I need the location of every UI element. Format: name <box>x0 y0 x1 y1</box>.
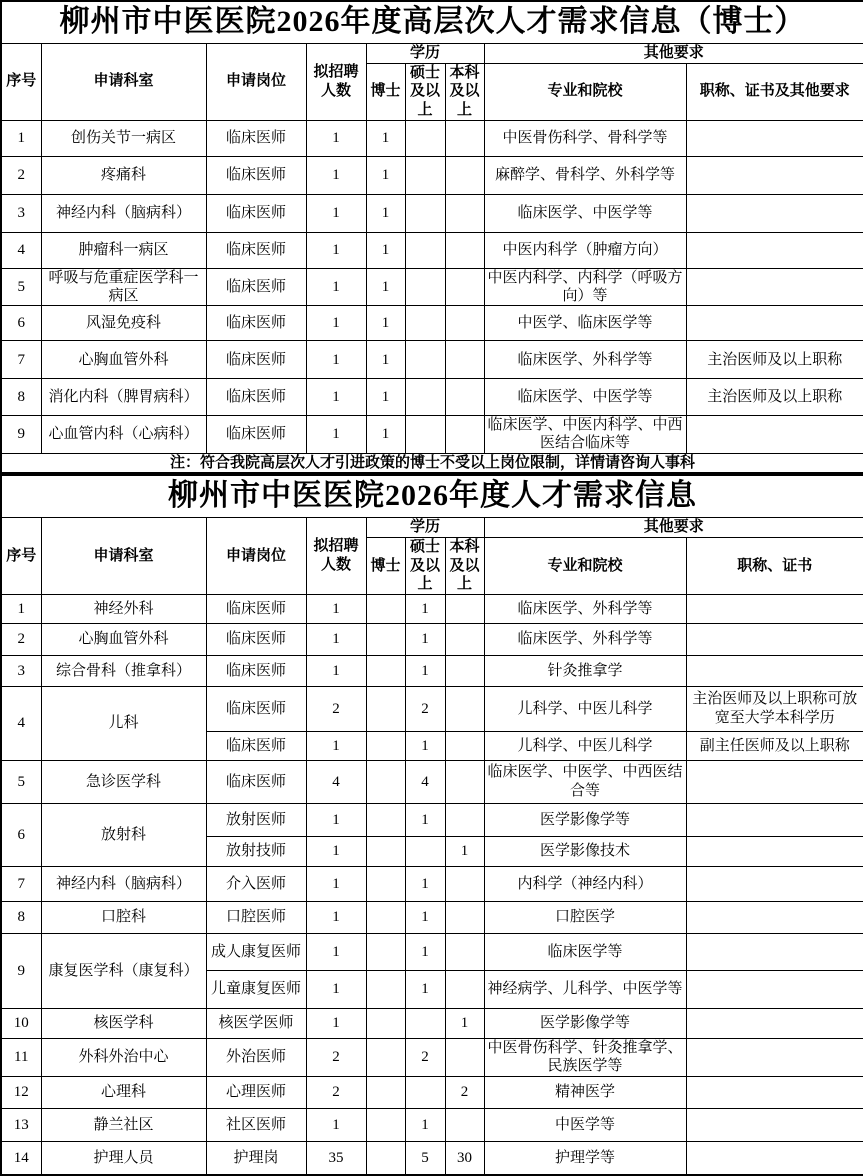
cert-cell <box>686 120 863 156</box>
table-row <box>1 453 863 473</box>
post-cell: 临床医师 <box>206 731 306 760</box>
cert-cell <box>686 760 863 803</box>
bachelor-cell <box>445 803 484 836</box>
table-row <box>1 933 863 970</box>
bachelor-cell: 1 <box>445 1008 484 1038</box>
major-cell: 口腔医学 <box>484 901 686 933</box>
col-header-post: 申请岗位 <box>206 517 306 594</box>
master-cell: 1 <box>405 655 445 686</box>
major-cell: 临床医学、外科学等 <box>484 341 686 379</box>
cert-cell <box>686 194 863 232</box>
seq-cell: 1 <box>1 594 41 623</box>
table-row <box>1 901 863 933</box>
bachelor-cell <box>445 416 484 454</box>
dept-cell: 口腔科 <box>41 901 206 933</box>
table-row <box>1 156 863 194</box>
seq-cell: 9 <box>1 933 41 1008</box>
post-cell: 介入医师 <box>206 866 306 901</box>
major-cell: 临床医学、中医内科学、中西医结合临床等 <box>484 416 686 454</box>
major-cell: 临床医学、中医学等 <box>484 194 686 232</box>
master-cell <box>405 156 445 194</box>
phd-cell: 1 <box>366 416 405 454</box>
col-header-major: 专业和院校 <box>484 537 686 594</box>
bachelor-cell <box>445 1038 484 1076</box>
post-cell: 临床医师 <box>206 594 306 623</box>
table-row <box>1 1076 863 1108</box>
dept-cell: 儿科 <box>41 686 206 760</box>
master-cell: 5 <box>405 1141 445 1175</box>
count-cell: 1 <box>306 156 366 194</box>
cert-cell <box>686 594 863 623</box>
master-cell <box>405 268 445 306</box>
bachelor-cell: 1 <box>445 836 484 866</box>
master-cell: 1 <box>405 901 445 933</box>
major-cell: 医学影像学等 <box>484 1008 686 1038</box>
post-cell: 口腔医师 <box>206 901 306 933</box>
col-header-seq: 序号 <box>1 517 41 594</box>
post-cell: 临床医师 <box>206 232 306 268</box>
dept-cell: 放射科 <box>41 803 206 866</box>
phd-cell: 1 <box>366 120 405 156</box>
post-cell: 社区医师 <box>206 1108 306 1141</box>
table-row <box>1 268 863 306</box>
major-cell: 中医内科学（肿瘤方向） <box>484 232 686 268</box>
table-row <box>1 1038 863 1076</box>
seq-cell: 4 <box>1 686 41 760</box>
phd-cell <box>366 866 405 901</box>
major-cell: 临床医学、中医学、中西医结合等 <box>484 760 686 803</box>
major-cell: 医学影像学等 <box>484 803 686 836</box>
bachelor-cell <box>445 379 484 416</box>
major-cell: 神经病学、儿科学、中医学等 <box>484 970 686 1008</box>
master-cell <box>405 232 445 268</box>
dept-cell: 创伤关节一病区 <box>41 120 206 156</box>
col-header-phd: 博士 <box>366 537 405 594</box>
count-cell: 2 <box>306 1038 366 1076</box>
phd-cell <box>366 933 405 970</box>
count-cell: 35 <box>306 1141 366 1175</box>
bachelor-cell <box>445 901 484 933</box>
table-row <box>1 1108 863 1141</box>
bachelor-cell <box>445 194 484 232</box>
col-group-education: 学历 <box>366 43 484 63</box>
bachelor-cell <box>445 760 484 803</box>
bachelor-cell <box>445 933 484 970</box>
master-cell <box>405 836 445 866</box>
count-cell: 1 <box>306 933 366 970</box>
post-cell: 临床医师 <box>206 306 306 341</box>
master-cell: 2 <box>405 1038 445 1076</box>
cert-cell <box>686 416 863 454</box>
phd-cell <box>366 760 405 803</box>
phd-cell <box>366 686 405 731</box>
dept-cell: 心血管内科（心病科） <box>41 416 206 454</box>
count-cell: 1 <box>306 306 366 341</box>
cert-cell <box>686 866 863 901</box>
phd-cell <box>366 836 405 866</box>
table-row <box>1 1 863 43</box>
major-cell: 针灸推拿学 <box>484 655 686 686</box>
col-group-education: 学历 <box>366 517 484 537</box>
count-cell: 1 <box>306 341 366 379</box>
seq-cell: 6 <box>1 803 41 866</box>
count-cell: 1 <box>306 623 366 655</box>
seq-cell: 6 <box>1 306 41 341</box>
post-cell: 核医学医师 <box>206 1008 306 1038</box>
dept-cell: 疼痛科 <box>41 156 206 194</box>
post-cell: 临床医师 <box>206 416 306 454</box>
bachelor-cell: 2 <box>445 1076 484 1108</box>
phd-cell <box>366 1076 405 1108</box>
cert-cell <box>686 1076 863 1108</box>
col-header-bachelor: 本科及以上 <box>445 63 484 120</box>
table-row <box>1 232 863 268</box>
major-cell: 儿科学、中医儿科学 <box>484 731 686 760</box>
phd-cell: 1 <box>366 341 405 379</box>
count-cell: 1 <box>306 268 366 306</box>
master-cell: 1 <box>405 970 445 1008</box>
table-row <box>1 341 863 379</box>
seq-cell: 11 <box>1 1038 41 1076</box>
master-cell: 2 <box>405 686 445 731</box>
master-cell: 1 <box>405 623 445 655</box>
cert-cell <box>686 232 863 268</box>
cert-cell <box>686 1008 863 1038</box>
table-row <box>1 306 863 341</box>
col-header-cert: 职称、证书 <box>686 537 863 594</box>
dept-cell: 心理科 <box>41 1076 206 1108</box>
count-cell: 4 <box>306 760 366 803</box>
dept-cell: 心胸血管外科 <box>41 341 206 379</box>
bachelor-cell <box>445 731 484 760</box>
general-table-title: 柳州市中医医院2026年度人才需求信息 <box>1 475 863 517</box>
cert-cell: 主治医师及以上职称可放宽至大学本科学历 <box>686 686 863 731</box>
table-row <box>1 517 863 537</box>
col-header-phd: 博士 <box>366 63 405 120</box>
phd-cell <box>366 803 405 836</box>
major-cell: 中医骨伤科学、针灸推拿学、民族医学等 <box>484 1038 686 1076</box>
major-cell: 医学影像技术 <box>484 836 686 866</box>
seq-cell: 2 <box>1 623 41 655</box>
bachelor-cell <box>445 623 484 655</box>
master-cell: 1 <box>405 594 445 623</box>
dept-cell: 呼吸与危重症医学科一病区 <box>41 268 206 306</box>
table-row <box>1 43 863 63</box>
bachelor-cell <box>445 655 484 686</box>
seq-cell: 4 <box>1 232 41 268</box>
count-cell: 1 <box>306 836 366 866</box>
seq-cell: 3 <box>1 194 41 232</box>
count-cell: 1 <box>306 803 366 836</box>
post-cell: 外治医师 <box>206 1038 306 1076</box>
cert-cell <box>686 1038 863 1076</box>
phd-cell <box>366 1108 405 1141</box>
seq-cell: 7 <box>1 866 41 901</box>
count-cell: 1 <box>306 901 366 933</box>
dept-cell: 急诊医学科 <box>41 760 206 803</box>
col-group-other-requirements: 其他要求 <box>484 43 863 63</box>
bachelor-cell <box>445 341 484 379</box>
count-cell: 2 <box>306 1076 366 1108</box>
table-row <box>1 194 863 232</box>
post-cell: 儿童康复医师 <box>206 970 306 1008</box>
phd-cell <box>366 1141 405 1175</box>
count-cell: 1 <box>306 594 366 623</box>
post-cell: 护理岗 <box>206 1141 306 1175</box>
count-cell: 2 <box>306 686 366 731</box>
master-cell <box>405 1008 445 1038</box>
dept-cell: 消化内科（脾胃病科） <box>41 379 206 416</box>
cert-cell: 主治医师及以上职称 <box>686 341 863 379</box>
bachelor-cell <box>445 1108 484 1141</box>
major-cell: 护理学等 <box>484 1141 686 1175</box>
count-cell: 1 <box>306 970 366 1008</box>
phd-table-note: 注：符合我院高层次人才引进政策的博士不受以上岗位限制，详情请咨询人事科 <box>1 453 863 473</box>
table-row <box>1 379 863 416</box>
dept-cell: 神经内科（脑病科） <box>41 866 206 901</box>
dept-cell: 静兰社区 <box>41 1108 206 1141</box>
cert-cell <box>686 156 863 194</box>
seq-cell: 9 <box>1 416 41 454</box>
master-cell: 1 <box>405 933 445 970</box>
major-cell: 临床医学、中医学等 <box>484 379 686 416</box>
dept-cell: 外科外治中心 <box>41 1038 206 1076</box>
phd-table-title: 柳州市中医医院2026年度高层次人才需求信息（博士） <box>1 1 863 43</box>
col-header-count: 拟招聘人数 <box>306 517 366 594</box>
seq-cell: 8 <box>1 901 41 933</box>
master-cell: 1 <box>405 803 445 836</box>
post-cell: 临床医师 <box>206 341 306 379</box>
col-header-bachelor: 本科及以上 <box>445 537 484 594</box>
bachelor-cell <box>445 686 484 731</box>
phd-cell <box>366 623 405 655</box>
dept-cell: 核医学科 <box>41 1008 206 1038</box>
col-group-other-requirements: 其他要求 <box>484 517 863 537</box>
count-cell: 1 <box>306 1008 366 1038</box>
master-cell <box>405 194 445 232</box>
major-cell: 临床医学、外科学等 <box>484 623 686 655</box>
phd-cell: 1 <box>366 306 405 341</box>
col-header-post: 申请岗位 <box>206 43 306 120</box>
seq-cell: 5 <box>1 268 41 306</box>
col-header-count: 拟招聘人数 <box>306 43 366 120</box>
cert-cell <box>686 836 863 866</box>
col-header-dept: 申请科室 <box>41 517 206 594</box>
post-cell: 临床医师 <box>206 194 306 232</box>
bachelor-cell <box>445 866 484 901</box>
dept-cell: 神经内科（脑病科） <box>41 194 206 232</box>
table-row <box>1 1008 863 1038</box>
table-row <box>1 623 863 655</box>
cert-cell <box>686 268 863 306</box>
cert-cell <box>686 1141 863 1175</box>
seq-cell: 10 <box>1 1008 41 1038</box>
phd-cell: 1 <box>366 194 405 232</box>
seq-cell: 3 <box>1 655 41 686</box>
seq-cell: 13 <box>1 1108 41 1141</box>
bachelor-cell <box>445 306 484 341</box>
master-cell <box>405 341 445 379</box>
phd-cell: 1 <box>366 379 405 416</box>
seq-cell: 8 <box>1 379 41 416</box>
col-header-major: 专业和院校 <box>484 63 686 120</box>
col-header-master: 硕士及以上 <box>405 537 445 594</box>
table-row <box>1 120 863 156</box>
seq-cell: 12 <box>1 1076 41 1108</box>
post-cell: 成人康复医师 <box>206 933 306 970</box>
count-cell: 1 <box>306 1108 366 1141</box>
table-row <box>1 1141 863 1175</box>
post-cell: 临床医师 <box>206 686 306 731</box>
col-header-master: 硕士及以上 <box>405 63 445 120</box>
table-row <box>1 594 863 623</box>
dept-cell: 心胸血管外科 <box>41 623 206 655</box>
post-cell: 放射技师 <box>206 836 306 866</box>
major-cell: 儿科学、中医儿科学 <box>484 686 686 731</box>
cert-cell <box>686 970 863 1008</box>
post-cell: 临床医师 <box>206 760 306 803</box>
bachelor-cell <box>445 970 484 1008</box>
dept-cell: 康复医学科（康复科） <box>41 933 206 1008</box>
master-cell <box>405 379 445 416</box>
bachelor-cell <box>445 594 484 623</box>
major-cell: 中医内科学、内科学（呼吸方向）等 <box>484 268 686 306</box>
seq-cell: 5 <box>1 760 41 803</box>
bachelor-cell <box>445 120 484 156</box>
post-cell: 临床医师 <box>206 655 306 686</box>
dept-cell: 肿瘤科一病区 <box>41 232 206 268</box>
count-cell: 1 <box>306 866 366 901</box>
dept-cell: 风湿免疫科 <box>41 306 206 341</box>
general-recruitment-table <box>0 474 863 1176</box>
major-cell: 临床医学、外科学等 <box>484 594 686 623</box>
count-cell: 1 <box>306 232 366 268</box>
count-cell: 1 <box>306 655 366 686</box>
phd-cell <box>366 594 405 623</box>
cert-cell <box>686 803 863 836</box>
phd-cell <box>366 655 405 686</box>
count-cell: 1 <box>306 379 366 416</box>
phd-cell <box>366 901 405 933</box>
major-cell: 精神医学 <box>484 1076 686 1108</box>
count-cell: 1 <box>306 120 366 156</box>
master-cell: 1 <box>405 1108 445 1141</box>
master-cell: 1 <box>405 731 445 760</box>
cert-cell: 主治医师及以上职称 <box>686 379 863 416</box>
col-header-seq: 序号 <box>1 43 41 120</box>
table-row <box>1 475 863 517</box>
cert-cell: 副主任医师及以上职称 <box>686 731 863 760</box>
seq-cell: 14 <box>1 1141 41 1175</box>
table-row <box>1 760 863 803</box>
phd-cell: 1 <box>366 268 405 306</box>
seq-cell: 1 <box>1 120 41 156</box>
phd-cell <box>366 731 405 760</box>
seq-cell: 7 <box>1 341 41 379</box>
seq-cell: 2 <box>1 156 41 194</box>
major-cell: 临床医学等 <box>484 933 686 970</box>
post-cell: 临床医师 <box>206 120 306 156</box>
count-cell: 1 <box>306 194 366 232</box>
master-cell <box>405 120 445 156</box>
count-cell: 1 <box>306 416 366 454</box>
dept-cell: 护理人员 <box>41 1141 206 1175</box>
post-cell: 临床医师 <box>206 379 306 416</box>
post-cell: 临床医师 <box>206 623 306 655</box>
major-cell: 中医学、临床医学等 <box>484 306 686 341</box>
phd-cell <box>366 1008 405 1038</box>
master-cell: 1 <box>405 866 445 901</box>
cert-cell <box>686 1108 863 1141</box>
cert-cell <box>686 933 863 970</box>
table-row <box>1 655 863 686</box>
bachelor-cell <box>445 268 484 306</box>
dept-cell: 综合骨科（推拿科） <box>41 655 206 686</box>
major-cell: 麻醉学、骨科学、外科学等 <box>484 156 686 194</box>
master-cell <box>405 1076 445 1108</box>
bachelor-cell: 30 <box>445 1141 484 1175</box>
major-cell: 中医骨伤科学、骨科学等 <box>484 120 686 156</box>
major-cell: 中医学等 <box>484 1108 686 1141</box>
phd-recruitment-table <box>0 0 863 474</box>
col-header-cert: 职称、证书及其他要求 <box>686 63 863 120</box>
cert-cell <box>686 901 863 933</box>
post-cell: 放射医师 <box>206 803 306 836</box>
cert-cell <box>686 655 863 686</box>
table-row <box>1 803 863 836</box>
phd-cell <box>366 1038 405 1076</box>
table-row <box>1 686 863 731</box>
bachelor-cell <box>445 232 484 268</box>
master-cell <box>405 306 445 341</box>
master-cell: 4 <box>405 760 445 803</box>
master-cell <box>405 416 445 454</box>
post-cell: 临床医师 <box>206 268 306 306</box>
phd-cell <box>366 970 405 1008</box>
bachelor-cell <box>445 156 484 194</box>
table-row <box>1 416 863 454</box>
col-header-dept: 申请科室 <box>41 43 206 120</box>
cert-cell <box>686 306 863 341</box>
phd-cell: 1 <box>366 156 405 194</box>
table-row <box>1 866 863 901</box>
post-cell: 临床医师 <box>206 156 306 194</box>
count-cell: 1 <box>306 731 366 760</box>
cert-cell <box>686 623 863 655</box>
post-cell: 心理医师 <box>206 1076 306 1108</box>
dept-cell: 神经外科 <box>41 594 206 623</box>
major-cell: 内科学（神经内科） <box>484 866 686 901</box>
phd-cell: 1 <box>366 232 405 268</box>
